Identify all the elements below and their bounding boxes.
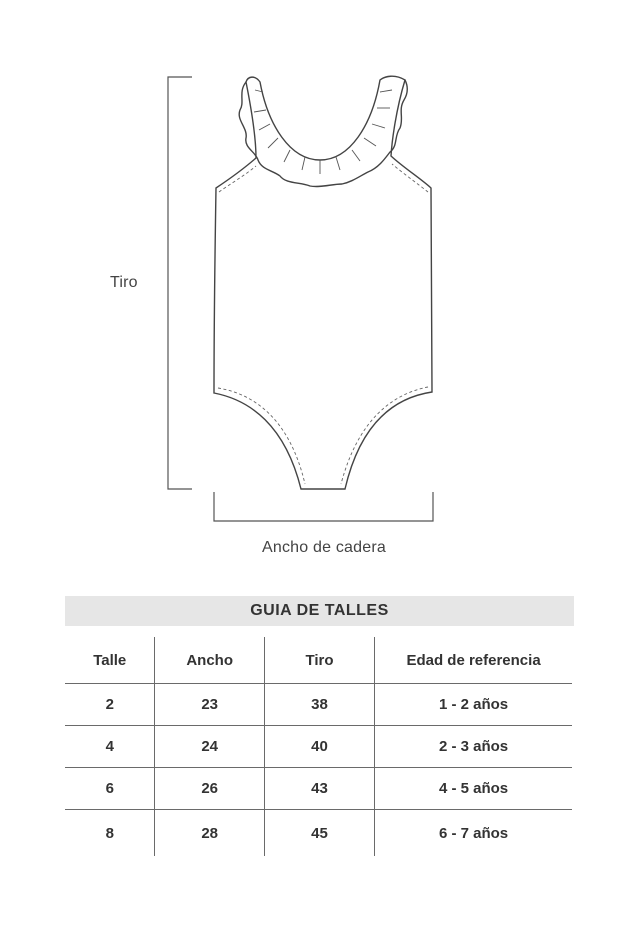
ruffle-trim [239, 80, 407, 187]
height-label: Tiro [110, 274, 138, 291]
width-dimension-line [214, 492, 433, 521]
cell-width: 23 [155, 684, 264, 726]
table-header-row [65, 637, 572, 684]
cell-size: 2 [65, 684, 155, 726]
cell-age: 6 - 7 años [375, 810, 572, 857]
width-label: Ancho de cadera [262, 539, 386, 556]
size-table [65, 637, 572, 856]
column-header-height: Tiro [264, 637, 374, 684]
height-dimension-line [168, 77, 192, 489]
cell-size: 4 [65, 726, 155, 768]
cell-height: 45 [264, 810, 374, 857]
cell-size: 6 [65, 768, 155, 810]
cell-height: 40 [264, 726, 374, 768]
cell-width: 28 [155, 810, 264, 857]
stitching [218, 164, 428, 484]
cell-height: 38 [264, 684, 374, 726]
cell-height: 43 [264, 768, 374, 810]
table-row [65, 684, 572, 726]
swimsuit-outline [214, 76, 432, 489]
ruffle-gathers [254, 90, 392, 174]
column-header-age: Edad de referencia [375, 637, 572, 684]
table-row [65, 726, 572, 768]
cell-size: 8 [105, 824, 114, 842]
cell-age: 1 - 2 años [375, 684, 572, 726]
cell-age: 2 - 3 años [375, 726, 572, 768]
size-guide-title: GUIA DE TALLES [65, 596, 574, 626]
column-header-width: Ancho [155, 637, 264, 684]
cell-width: 26 [155, 768, 264, 810]
cell-age: 4 - 5 años [375, 768, 572, 810]
column-header-size: Talle [65, 637, 155, 684]
cell-width: 24 [155, 726, 264, 768]
table-row [65, 810, 572, 857]
table-row [65, 768, 572, 810]
